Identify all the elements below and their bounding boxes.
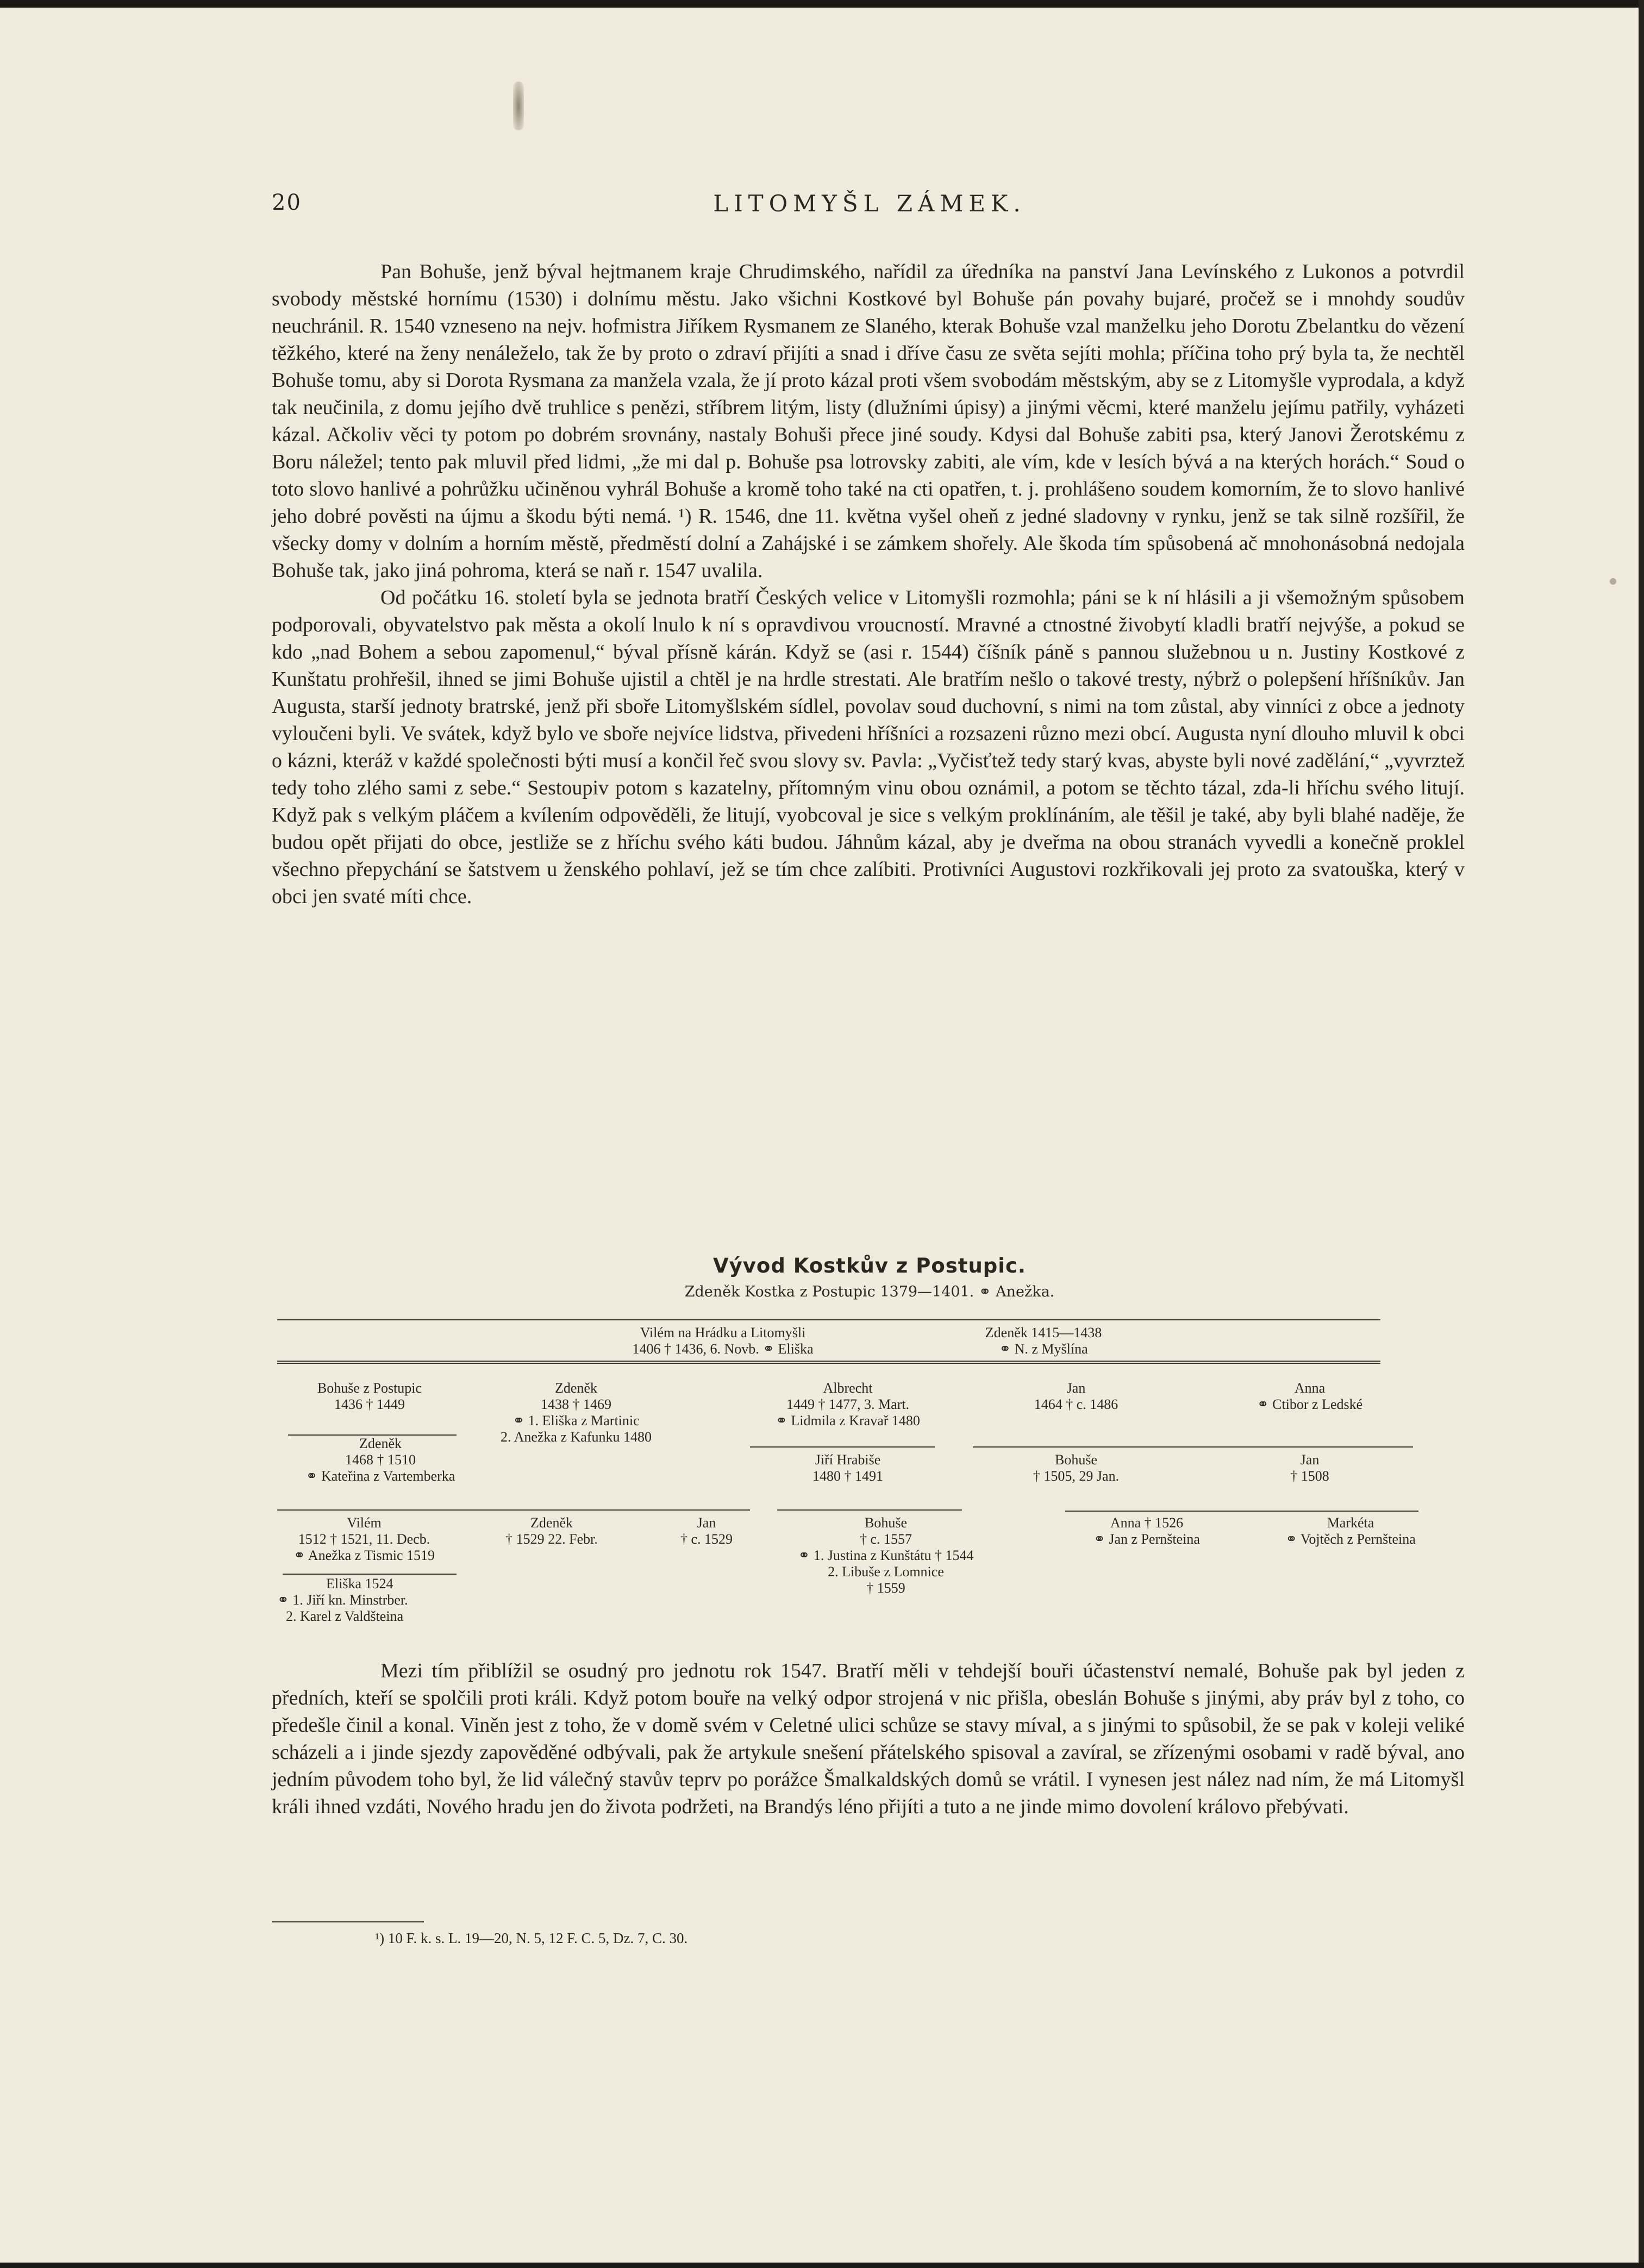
- node-zdenek-1468: Zdeněk 1468 † 1510 ⚭ Kateřina z Vartemberka: [305, 1436, 455, 1484]
- paragraph: Pan Bohuše, jenž býval hejtmanem kraje Chrudimského, nařídil za úředníka na panství Jana Levínského z Lukonos a potvrdil svobody městské hornímu (1530) i dolnímu městu. Jako všichni Kostkové byl Bohuše pán povahy bujaré, pročež se i mnohdy soudův neuchránil. R. 1540 vzneseno na nejv. hofmistra Jiříkem Rysmanem ze Slaného, kterak Bohuše vzal manželku jeho Dorotu Zbelantku do vězení těžkého, které na ženy nenáleželo, tak že by proto o zdraví přijíti a snad i dříve času ze světa sejíti mohla; příčina toho prý byla ta, že nechtěl Bohuše tomu, aby si Dorota Rysmana za manžela vzala, že jí proto kázal proti všem svobodám městským, aby se z Litomyšle vyprodala, a když tak neučinila, z domu jejího dvě truhlice s penězi, stříbrem litým, listy (dlužními úpisy) a jinými věcmi, které manželu jejímu patřily, vyházeti kázal. Ačkoliv věci ty potom po dobrém srovnány, nastaly Bohuši přece jiné soudy. Kdysi dal Bohuše zabiti psa, který Janovi Žerotskému z Boru náležel; tento pak mluvil před lidmi, „že mi dal p. Bohuše psa lotrovsky zabiti, ale vím, kde v lesích bývá a na kterých horách.“ Soud o toto slovo hanlivé a pohrůžku učiněnou vyhrál Bohuše a kromě toho také na cti opatřen, t. j. prohlášeno soudem komorním, že to slovo hanlivé jeho dobré pověsti na újmu a škodu býti nemá. ¹) R. 1546, dne 11. května vyšel oheň z jedné sladovny v rynku, jenž se tak silně rozšířil, že všecky domy v dolním a horním městě, předměstí dolní a Zahájské i se zámkem shořely. Ale škoda tím spůsobená ač mnohonásobná nedojala Bohuše tak, jako jiná pohroma, která se naň r. 1547 uvalila.: [272, 260, 1465, 582]
- ink-smudge: [513, 82, 524, 130]
- table-rule: [277, 1319, 1380, 1320]
- table-rule: [777, 1509, 962, 1511]
- node-bohuse-1505: Bohuše † 1505, 29 Jan.: [1033, 1452, 1120, 1484]
- node-anna-ctibor: Anna ⚭ Ctibor z Ledské: [1257, 1380, 1363, 1412]
- node-eliska-1524: Eliška 1524 ⚭ 1. Jiří kn. Minstrber. 2. Karel z Valdšteina: [277, 1576, 408, 1624]
- genealogy-table: [272, 1304, 1467, 1657]
- node-zdenek-1529: Zdeněk † 1529 22. Febr.: [505, 1515, 598, 1547]
- running-title: LITOMYŠL ZÁMEK.: [713, 190, 1026, 217]
- scan-edge-bottom: [0, 2263, 1644, 2268]
- scan-edge-top: [0, 0, 1644, 8]
- genealogy-root: Zdeněk Kostka z Postupic 1379—1401. ⚭ Anežka.: [684, 1283, 1055, 1300]
- node-vilem-1512: Vilém 1512 † 1521, 11. Decb. ⚭ Anežka z Tismic 1519: [293, 1515, 435, 1563]
- node-anna-1526: Anna † 1526 ⚭ Jan z Pernšteina: [1093, 1515, 1200, 1547]
- body-text-top: [272, 258, 1465, 910]
- table-rule: [277, 1363, 1380, 1364]
- node-zdenek-1415: Zdeněk 1415—1438 ⚭ N. z Myšlína: [985, 1325, 1102, 1357]
- table-rule: [277, 1509, 750, 1511]
- paper-spot: [1610, 578, 1616, 585]
- node-albrecht: Albrecht 1449 † 1477, 3. Mart. ⚭ Lidmila z Kravař 1480: [776, 1380, 920, 1429]
- node-vilem-hradek: Vilém na Hrádku a Litomyšli 1406 † 1436, 6. Novb. ⚭ Eliška: [632, 1325, 814, 1357]
- table-rule: [1065, 1511, 1418, 1512]
- node-marketa: Markéta ⚭ Vojtěch z Pernšteina: [1285, 1515, 1416, 1547]
- page-header: [272, 190, 1467, 223]
- genealogy-title: Vývod Kostkův z Postupic.: [713, 1254, 1026, 1277]
- table-rule: [277, 1361, 1380, 1362]
- page-number: 20: [272, 190, 302, 215]
- footnote-rule: [272, 1921, 424, 1922]
- table-rule: [283, 1574, 457, 1575]
- node-jiri-hrabise: Jiří Hrabiše 1480 † 1491: [812, 1452, 883, 1484]
- paragraph: Mezi tím přiblížil se osudný pro jednotu rok 1547. Bratří měli v tehdejší bouři účastenství nemalé, Bohuše pak byl jeden z předních, kteří se spolčili proti králi. Když potom bouře na velký odpor strojená v nic přišla, obeslán Bohuše s jinými, aby práv byl z toho, co předešle činil a konal. Viněn jest z toho, že v domě svém v Celetné ulici schůze se stavy míval, a s jinými to spůsobil, že se pak v koleji veliké scházeli a i jinde sjezdy zapověděné odbývali, pak že artykule snešení přátelského spisoval a zavíral, se zřízenými osobami v radě býval, ano jedním původem toho byl, že lid válečný stavův teprv po porážce Šmalkaldských domů se vrátil. I vynesen jest nález nad ním, že má Litomyšl králi ihned vzdáti, Nového hradu jen do života podržeti, na Brandýs léno přijíti a tuto a ne jinde mimo dovolení královo přebývati.: [272, 1659, 1465, 1818]
- node-bohuse-1557: Bohuše † c. 1557 ⚭ 1. Justina z Kunštátu † 1544 2. Libuše z Lomnice † 1559: [798, 1515, 974, 1596]
- scan-edge-right: [1639, 0, 1644, 2268]
- table-rule: [750, 1446, 935, 1448]
- footnote: ¹) 10 F. k. s. L. 19—20, N. 5, 12 F. C. 5, Dz. 7, C. 30.: [375, 1930, 688, 1946]
- body-text-bottom: [272, 1657, 1465, 1820]
- node-jan-1508: Jan † 1508: [1290, 1452, 1329, 1484]
- paragraph: Od počátku 16. století byla se jednota bratří Českých velice v Litomyšli rozmohla; páni se k ní hlásili a ji všemožným spůsobem podporovali, obyvatelstvo pak města a okolí lnulo k ní s opravdivou vroucností. Mravné a ctnostné živobytí kladli bratří nejvýše, a pokud se kdo „nad Bohem a sebou zapomenul,“ býval přísně kárán. Když se (asi r. 1544) číšník páně s pannou služebnou u n. Justiny Kostkové z Kunštatu prohřešil, ihned se jimi Bohuše ujistil a chtěl je na hrdle strestati. Ale bratřím nešlo o takové tresty, nýbrž o polepšení hříšníkův. Jan Augusta, starší jednoty bratrské, jenž při sboře Litomyšlském sídlel, povolav soud duchovní, s nimi na tom zůstal, aby vinníci z obce a jednoty vyloučeni byli. Ve svátek, když bylo ve sboře nejvíce lidstva, přivedeni hříšníci a rozsazeni různo mezi obcí. Augusta nyní dlouho mluvil k obci o kázni, kteráž v každé společnosti býti musí a končil řeč svou slovy sv. Pavla: „Vyčisťtež tedy starý kvas, abyste byli nové zadělání,“ „vyvrztež tedy toho zlého sami z sebe.“ Sestoupiv potom s kazatelny, přítomným vinu obou oznámil, a potom se těchto tázal, zda-li hříchu svého litují. Když pak s velkým pláčem a kvílením odpověděli, že litují, vyobcoval je sice s velkým proklínáním, ale těšil je také, aby byli blahé naděje, že budou opět přijati do obce, jestliže se z hříchu svého káti budou. Jáhnům kázal, aby je dveřma na obou stranách vyvedli a konečně proklel všechno přepychání se šatstvem u ženského pohlaví, jež se tím chce zalíbiti. Protivníci Augustovi rozkřikovali jej proto za svatouška, který v obci jen svaté míti chce.: [272, 586, 1465, 908]
- node-jan-1464: Jan 1464 † c. 1486: [1034, 1380, 1118, 1412]
- node-zdenek-1438: Zdeněk 1438 † 1469 ⚭ 1. Eliška z Martinic 2. Anežka z Kafunku 1480: [501, 1380, 652, 1445]
- node-jan-1529: Jan † c. 1529: [680, 1515, 733, 1547]
- node-bohuse-postupic: Bohuše z Postupic 1436 † 1449: [317, 1380, 422, 1412]
- table-rule: [973, 1446, 1413, 1448]
